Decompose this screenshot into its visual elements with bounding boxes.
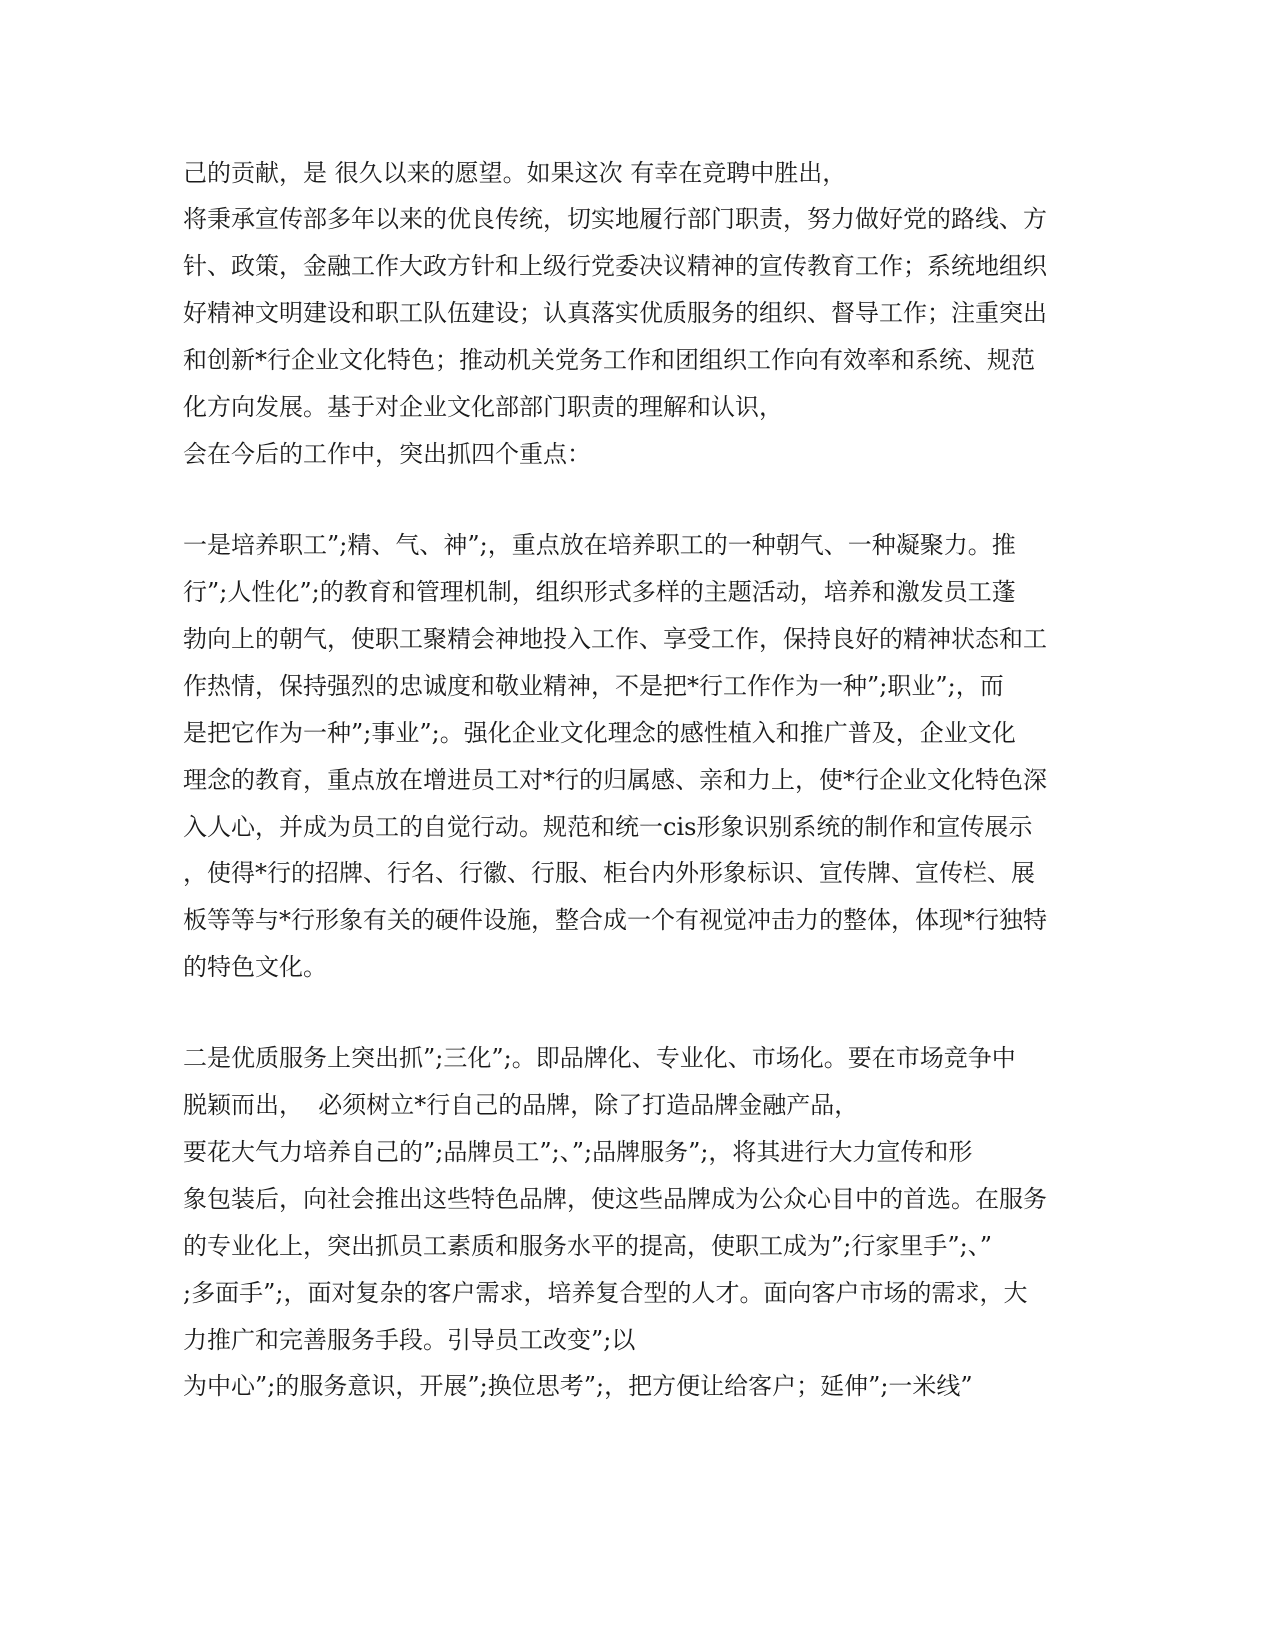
text-line: ，使得*行的招牌、行名、行徽、行服、柜台内外形象标识、宣传牌、宣传栏、展: [183, 859, 1035, 887]
text-line: 将秉承宣传部多年以来的优良传统，切实地履行部门职责，努力做好党的路线、方: [183, 205, 1047, 233]
text-line: 针、政策，金融工作大政方针和上级行党委决议精神的宣传教育工作；系统地组织: [183, 252, 1047, 280]
text-line: 入人心，并成为员工的自觉行动。规范和统一cis形象识别系统的制作和宣传展示: [183, 813, 1033, 841]
text-line: 化方向发展。基于对企业文化部部门职责的理解和认识，: [183, 393, 783, 421]
text-line: 二是优质服务上突出抓”;三化”;。即品牌化、专业化、市场化。要在市场竞争中: [183, 1044, 1016, 1072]
text-line: 作热情，保持强烈的忠诚度和敬业精神，不是把*行工作作为一种”;职业”;，而: [183, 672, 1004, 700]
text-line: 的特色文化。: [183, 953, 327, 981]
text-line: ;多面手”;，面对复杂的客户需求，培养复合型的人才。面向客户市场的需求，大: [183, 1279, 1028, 1307]
text-line: 为中心”;的服务意识，开展”;换位思考”;，把方便让给客户；延伸”;一米线”: [183, 1372, 973, 1400]
text-line: 脱颖而出， 必须树立*行自己的品牌，除了打造品牌金融产品，: [183, 1091, 859, 1119]
text-line: 是把它作为一种”;事业”;。强化企业文化理念的感性植入和推广普及，企业文化: [183, 719, 1016, 747]
text-line: 力推广和完善服务手段。引导员工改变”;以: [183, 1326, 636, 1354]
text-line: 勃向上的朝气，使职工聚精会神地投入工作、享受工作，保持良好的精神状态和工: [183, 625, 1047, 653]
text-line: 会在今后的工作中，突出抓四个重点：: [183, 440, 591, 468]
text-line: 板等等与*行形象有关的硬件设施，整合成一个有视觉冲击力的整体，体现*行独特: [183, 906, 1047, 934]
text-line: 象包装后，向社会推出这些特色品牌，使这些品牌成为公众心目中的首选。在服务: [183, 1185, 1047, 1213]
text-line: 好精神文明建设和职工队伍建设；认真落实优质服务的组织、督导工作；注重突出: [183, 299, 1047, 327]
text-line: 己的贡献，是 很久以来的愿望。如果这次 有幸在竞聘中胜出，: [183, 159, 847, 187]
text-line: 的专业化上，突出抓员工素质和服务水平的提高，使职工成为”;行家里手”;、”: [183, 1232, 992, 1260]
text-line: 行”;人性化”;的教育和管理机制，组织形式多样的主题活动，培养和激发员工蓬: [183, 578, 1016, 606]
text-line: 要花大气力培养自己的”;品牌员工”;、”;品牌服务”;，将其进行大力宣传和形: [183, 1138, 973, 1166]
text-line: 和创新*行企业文化特色；推动机关党务工作和团组织工作向有效率和系统、规范: [183, 346, 1035, 374]
text-line: 理念的教育，重点放在增进员工对*行的归属感、亲和力上，使*行企业文化特色深: [183, 766, 1047, 794]
text-line: 一是培养职工”;精、气、神”;，重点放在培养职工的一种朝气、一种凝聚力。推: [183, 531, 1016, 559]
